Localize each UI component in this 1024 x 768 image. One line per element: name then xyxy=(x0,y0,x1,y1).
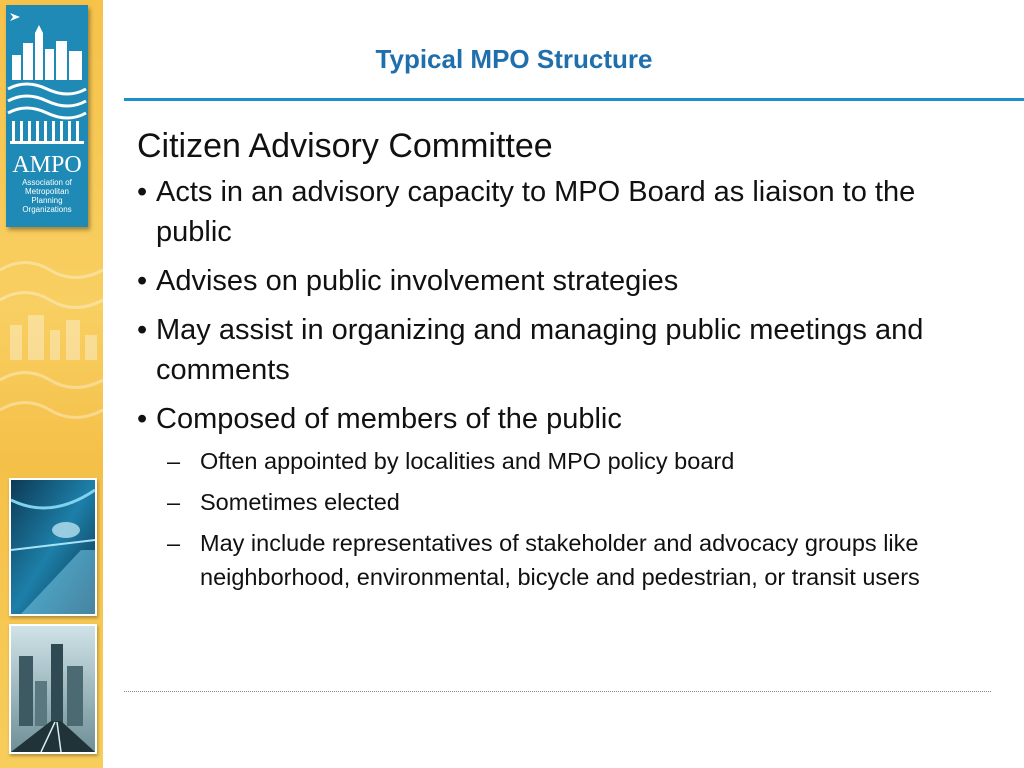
logo-subtitle xyxy=(6,178,88,214)
slide-body xyxy=(137,124,977,601)
dash-icon: – xyxy=(167,448,181,474)
city-photo xyxy=(9,624,97,754)
ampo-logo xyxy=(6,5,88,227)
left-sidebar xyxy=(0,0,103,768)
sub-bullet-text: Sometimes elected xyxy=(200,489,400,515)
bullet-text: Acts in an advisory capacity to MPO Board as liaison to the public xyxy=(156,176,916,248)
dash-icon: – xyxy=(167,489,181,515)
sub-bullet-list xyxy=(137,444,977,594)
bullet-item xyxy=(137,310,977,390)
bullet-text: Composed of members of the public xyxy=(156,403,622,435)
slide-title xyxy=(124,44,1024,75)
bullet-text: May assist in organizing and managing public meetings and comments xyxy=(156,314,924,386)
sub-bullet-item xyxy=(137,485,977,519)
subway-photo xyxy=(9,478,97,616)
sub-bullet-text: May include representatives of stakeholder and advocacy groups like neighborhood, environmental, bicycle and pedestrian, or transit users xyxy=(200,530,920,590)
footer-divider xyxy=(124,691,991,692)
bullet-item xyxy=(137,261,977,301)
dash-icon: – xyxy=(167,530,181,556)
bullet-icon: • xyxy=(137,176,148,208)
bullet-icon: • xyxy=(137,314,148,346)
logo-subtitle-line: Planning xyxy=(31,196,63,205)
bullet-item xyxy=(137,399,977,439)
sub-bullet-item xyxy=(137,444,977,478)
bullet-item xyxy=(137,172,977,252)
slide-title-text: Typical MPO Structure xyxy=(375,44,653,74)
section-heading: Citizen Advisory Committee xyxy=(137,127,553,165)
sub-bullet-text: Often appointed by localities and MPO policy board xyxy=(200,448,735,474)
bullet-icon: • xyxy=(137,403,148,435)
sub-bullet-item xyxy=(137,526,977,594)
bullet-icon: • xyxy=(137,265,148,297)
logo-subtitle-line: Metropolitan xyxy=(24,187,70,196)
logo-title: AMPO xyxy=(12,152,82,178)
bullet-text: Advises on public involvement strategies xyxy=(156,265,679,297)
sidebar-pattern-graphic xyxy=(0,230,103,480)
title-divider xyxy=(124,98,1024,101)
logo-subtitle-line: Association of xyxy=(22,178,72,187)
city-skyline-icon xyxy=(6,5,88,150)
logo-subtitle-line: Organizations xyxy=(22,205,72,214)
